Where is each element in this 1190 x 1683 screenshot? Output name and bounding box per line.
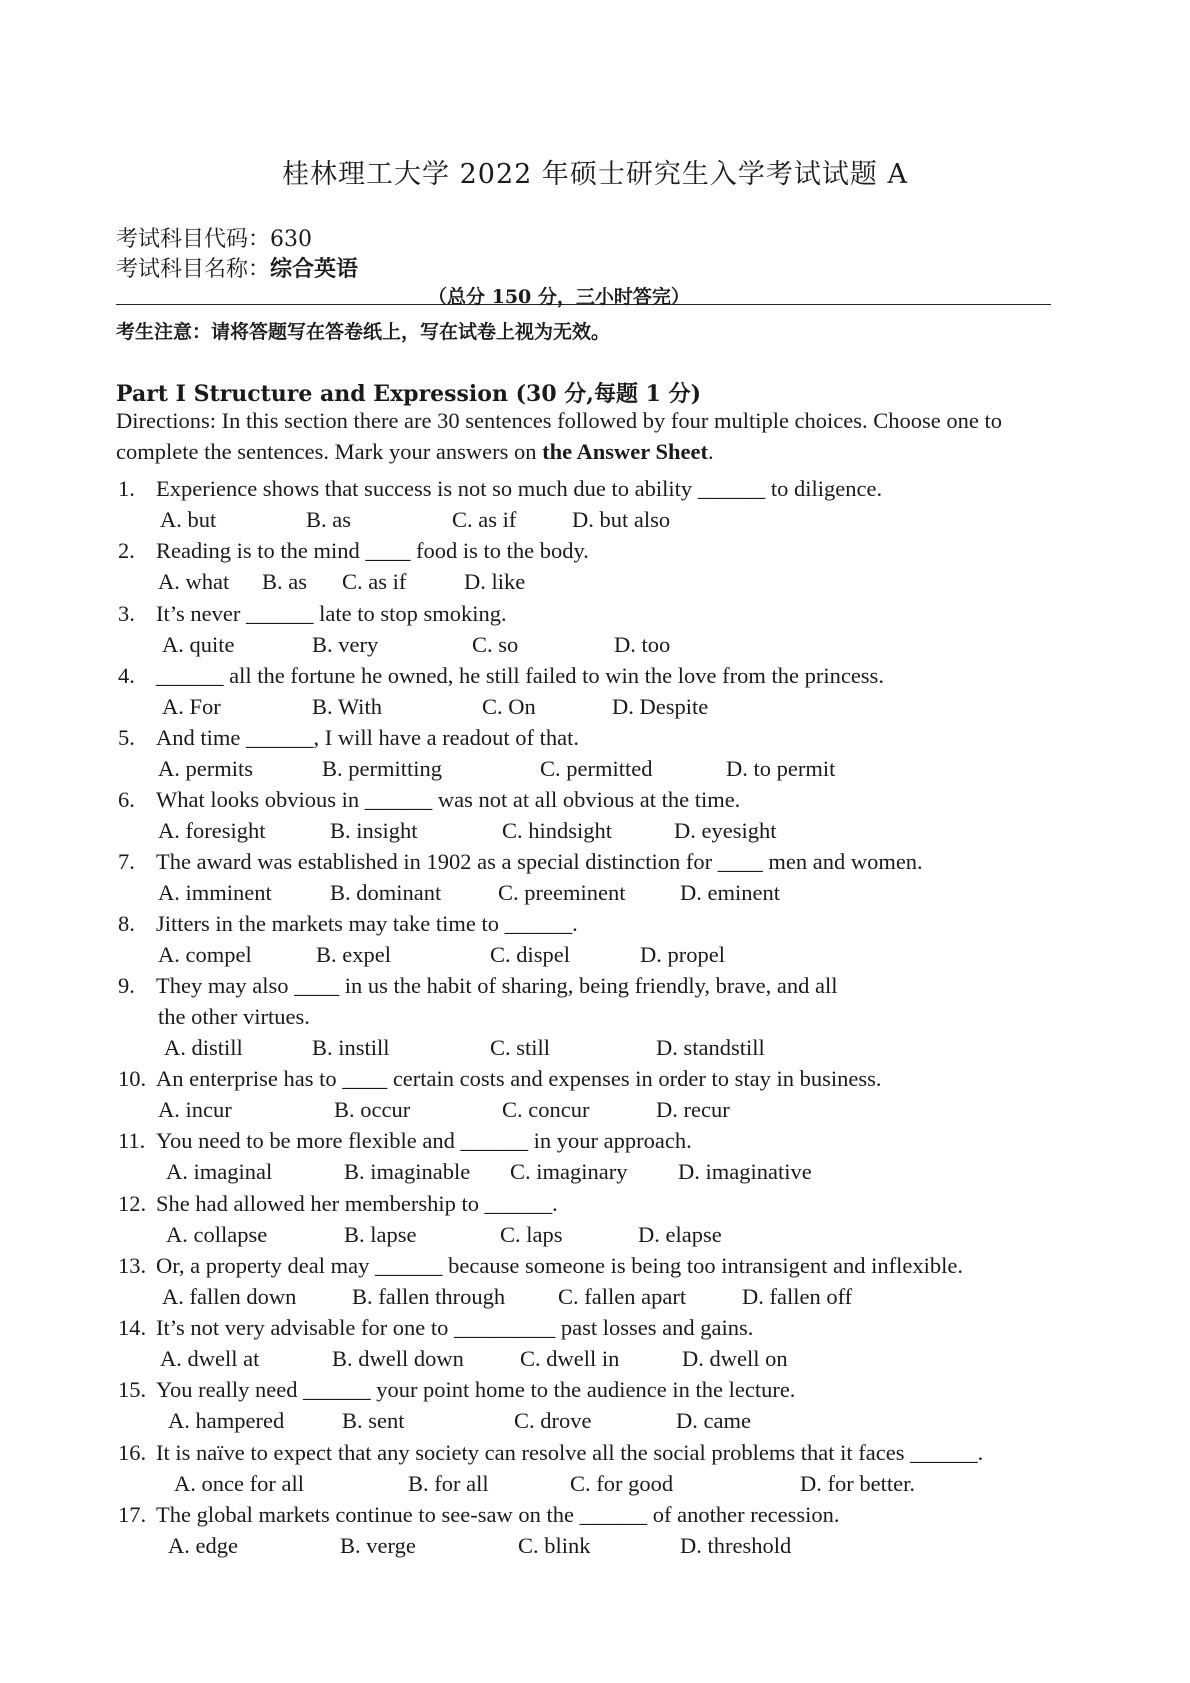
option-c: C. laps: [500, 1222, 563, 1247]
option-c: C. On: [482, 694, 536, 719]
question-number: 11.: [118, 1128, 146, 1153]
question-number: 10.: [118, 1066, 147, 1091]
part1-directions: [116, 405, 1056, 467]
question-stem: They may also ____ in us the habit of sharing, being friendly, brave, and all: [156, 973, 838, 998]
option-c: C. dwell in: [520, 1346, 620, 1371]
question-stem: The award was established in 1902 as a special distinction for ____ men and women.: [156, 849, 923, 874]
question-9: [118, 971, 1078, 1001]
option-a: A. edge: [168, 1533, 238, 1558]
option-b: B. instill: [312, 1035, 390, 1060]
question-number: 9.: [118, 973, 135, 998]
question-stem-continued: the other virtues.: [158, 1004, 310, 1029]
subject-code-label: 考试科目代码：: [116, 227, 271, 252]
option-b: B. occur: [334, 1097, 411, 1122]
question-6: [118, 785, 1078, 815]
option-a: A. but: [160, 507, 217, 532]
option-b: B. for all: [408, 1471, 489, 1496]
option-c: C. for good: [570, 1471, 674, 1496]
option-c: C. imaginary: [510, 1159, 628, 1184]
question-stem: It’s never ______ late to stop smoking.: [156, 601, 507, 626]
option-a: A. hampered: [168, 1408, 285, 1433]
question-number: 3.: [118, 601, 135, 626]
candidate-notice: 考生注意：请将答题写在答卷纸上，写在试卷上视为无效。: [116, 321, 611, 343]
question-number: 16.: [118, 1440, 147, 1465]
option-b: B. With: [312, 694, 382, 719]
option-c: C. preeminent: [498, 880, 626, 905]
question-stem: An enterprise has to ____ certain costs and expenses in order to stay in business.: [156, 1066, 882, 1091]
question-8: [118, 909, 1078, 939]
question-number: 6.: [118, 787, 135, 812]
option-c: C. dispel: [490, 942, 571, 967]
question-10: [118, 1064, 1078, 1094]
question-number: 4.: [118, 663, 135, 688]
option-b: B. verge: [340, 1533, 416, 1558]
option-a: A. fallen down: [162, 1284, 297, 1309]
directions-end: .: [707, 439, 714, 464]
option-c: C. drove: [514, 1408, 592, 1433]
option-a: A. permits: [158, 756, 253, 781]
question-number: 8.: [118, 911, 135, 936]
option-a: A. imminent: [158, 880, 272, 905]
option-d: D. came: [676, 1408, 751, 1433]
option-a: A. incur: [158, 1097, 232, 1122]
question-stem: It’s not very advisable for one to _________ past losses and gains.: [156, 1315, 754, 1340]
question-14: [118, 1313, 1078, 1343]
option-c: C. concur: [502, 1097, 590, 1122]
question-stem: The global markets continue to see-saw on the ______ of another recession.: [156, 1502, 840, 1527]
question-stem: Or, a property deal may ______ because someone is being too intransigent and inflexible.: [156, 1253, 964, 1278]
option-a: A. imaginal: [166, 1159, 273, 1184]
option-d: D. to permit: [726, 756, 836, 781]
question-stem: You need to be more flexible and ______ in your approach.: [156, 1128, 692, 1153]
option-b: B. imaginable: [344, 1159, 471, 1184]
question-3: [118, 599, 1078, 629]
question-number: 7.: [118, 849, 135, 874]
question-stem: Jitters in the markets may take time to ______.: [156, 911, 578, 936]
question-number: 13.: [118, 1253, 147, 1278]
subject-name-label: 考试科目名称：: [116, 257, 271, 282]
part1-title: Part I Structure and Expression (30 分,每题 1 分): [116, 381, 701, 407]
question-number: 15.: [118, 1377, 147, 1402]
question-2: [118, 536, 1078, 566]
question-number: 2.: [118, 538, 135, 563]
option-c: C. fallen apart: [558, 1284, 687, 1309]
option-a: A. collapse: [166, 1222, 268, 1247]
option-b: B. expel: [316, 942, 391, 967]
exam-title: 桂林理工大学 2022 年硕士研究生入学考试试题 A: [282, 159, 908, 190]
question-1: [118, 474, 1078, 504]
question-stem: It is naïve to expect that any society can resolve all the social problems that it faces ______.: [156, 1440, 984, 1465]
question-number: 17.: [118, 1502, 147, 1527]
option-d: D. for better.: [800, 1471, 915, 1496]
option-d: D. recur: [656, 1097, 730, 1122]
option-d: D. propel: [640, 942, 725, 967]
option-c: C. blink: [518, 1533, 591, 1558]
option-d: D. too: [614, 632, 671, 657]
option-c: C. hindsight: [502, 818, 613, 843]
question-number: 14.: [118, 1315, 147, 1340]
option-d: D. elapse: [638, 1222, 722, 1247]
option-b: B. dominant: [330, 880, 442, 905]
question-4: [118, 661, 1078, 691]
question-number: 1.: [118, 476, 135, 501]
option-d: D. Despite: [612, 694, 709, 719]
option-d: D. like: [464, 569, 526, 594]
option-a: A. dwell at: [160, 1346, 260, 1371]
question-12: [118, 1189, 1078, 1219]
option-a: A. For: [162, 694, 221, 719]
option-b: B. insight: [330, 818, 418, 843]
question-16: [118, 1438, 1078, 1468]
option-a: A. distill: [164, 1035, 243, 1060]
question-number: 12.: [118, 1191, 147, 1216]
option-d: D. eyesight: [674, 818, 777, 843]
question-stem: Reading is to the mind ____ food is to the body.: [156, 538, 589, 563]
question-stem: She had allowed her membership to ______.: [156, 1191, 558, 1216]
directions-text: Directions: In this section there are 30 sentences followed by four multiple choices. Choose one to complete the sentences. Mark your answers on: [116, 408, 1003, 464]
question-number: 5.: [118, 725, 135, 750]
option-b: B. lapse: [344, 1222, 417, 1247]
subject-name-value: 综合英语: [270, 256, 359, 282]
option-b: B. dwell down: [332, 1346, 464, 1371]
question-stem: What looks obvious in ______ was not at all obvious at the time.: [156, 787, 741, 812]
option-b: B. as: [262, 569, 307, 594]
option-b: B. as: [306, 507, 351, 532]
option-c: C. as if: [452, 507, 517, 532]
question-17: [118, 1500, 1078, 1530]
question-5: [118, 723, 1078, 753]
option-d: D. but also: [572, 507, 671, 532]
subject-name-line: [116, 252, 358, 283]
option-c: C. still: [490, 1035, 551, 1060]
option-c: C. so: [472, 632, 519, 657]
option-a: A. foresight: [158, 818, 266, 843]
option-a: A. quite: [162, 632, 235, 657]
option-d: D. standstill: [656, 1035, 765, 1060]
score-note: （总分 150 分，三小时答完）: [428, 286, 690, 308]
question-stem: You really need ______ your point home to the audience in the lecture.: [156, 1377, 796, 1402]
option-c: C. permitted: [540, 756, 653, 781]
subject-code-line: [116, 222, 312, 253]
directions-answer-sheet: the Answer Sheet: [542, 439, 708, 464]
question-stem: Experience shows that success is not so much due to ability ______ to diligence.: [156, 476, 883, 501]
option-b: B. very: [312, 632, 379, 657]
option-a: A. once for all: [174, 1471, 304, 1496]
option-d: D. dwell on: [682, 1346, 788, 1371]
option-b: B. sent: [342, 1408, 405, 1433]
option-d: D. eminent: [680, 880, 780, 905]
option-b: B. permitting: [322, 756, 442, 781]
question-7: [118, 847, 1078, 877]
question-stem: And time ______, I will have a readout of that.: [156, 725, 580, 750]
option-d: D. fallen off: [742, 1284, 853, 1309]
question-11: [118, 1126, 1078, 1156]
subject-code-value: 630: [270, 227, 313, 252]
option-a: A. compel: [158, 942, 252, 967]
option-a: A. what: [158, 569, 230, 594]
option-d: D. threshold: [680, 1533, 792, 1558]
header-divider: [116, 304, 1051, 305]
question-stem: ______ all the fortune he owned, he still failed to win the love from the princess.: [156, 663, 884, 688]
option-d: D. imaginative: [678, 1159, 812, 1184]
option-b: B. fallen through: [352, 1284, 506, 1309]
question-15: [118, 1375, 1078, 1405]
question-13: [118, 1251, 1078, 1281]
option-c: C. as if: [342, 569, 407, 594]
